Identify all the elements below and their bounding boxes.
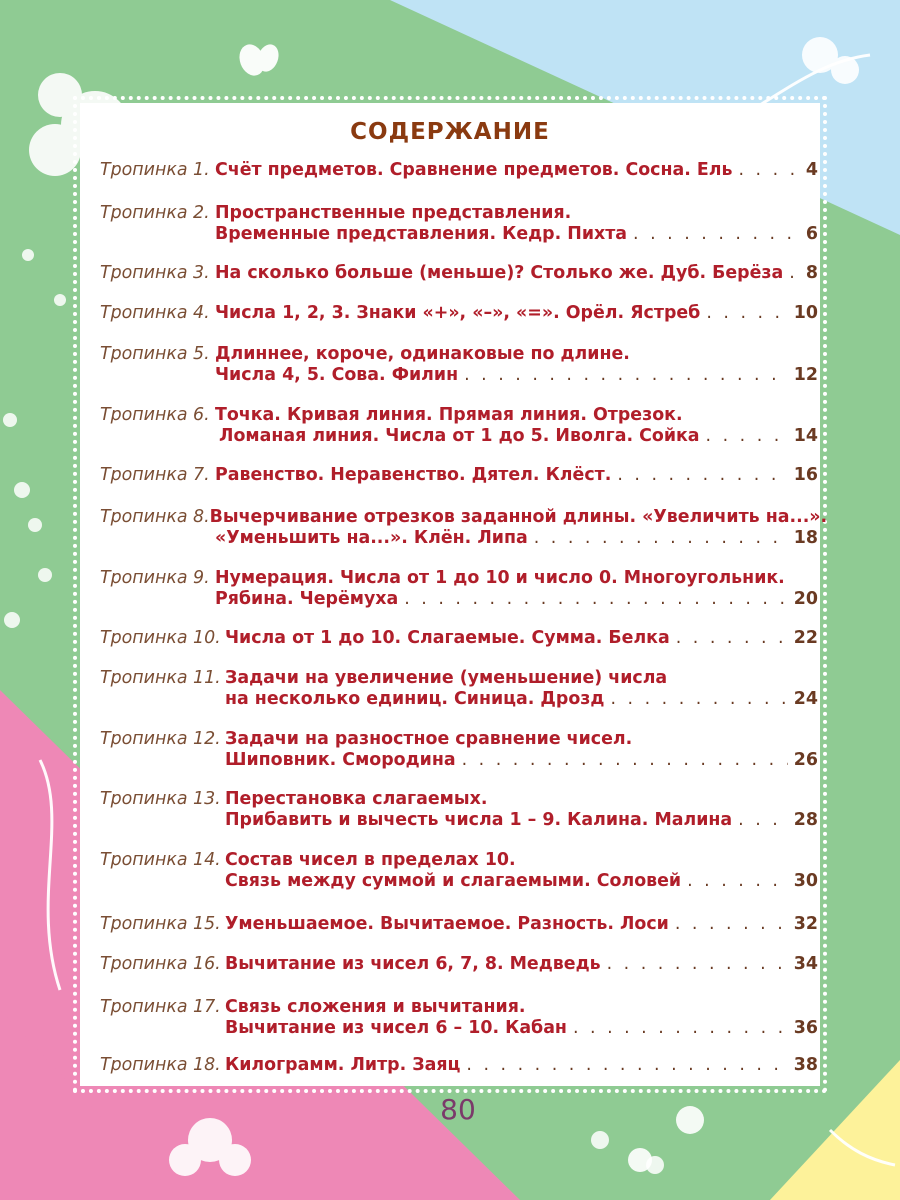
toc-entry-title: Килограмм. Литр. Заяц [225, 1055, 461, 1075]
toc-entry-title: на несколько единиц. Синица. Дрозд [225, 689, 605, 709]
toc-entry-line [100, 568, 818, 589]
toc-page-number: 34 [793, 954, 818, 974]
toc-entry-line [100, 465, 818, 486]
toc-leader-dots [607, 954, 788, 975]
toc-entry [100, 405, 818, 447]
toc-leader-dots [675, 914, 788, 935]
toc-entry-line [100, 689, 818, 710]
toc-entry-label: Тропинка 15. [100, 914, 221, 934]
toc-page-number: 8 [805, 263, 818, 283]
toc-entry [100, 160, 818, 181]
toc-entry [100, 789, 818, 831]
toc-entry [100, 568, 818, 610]
toc-entry-title: Прибавить и вычесть числа 1 – 9. Калина. Малина [225, 810, 733, 830]
toc-page-number: 26 [793, 750, 818, 770]
toc-leader-dots [464, 365, 788, 386]
toc-entry-line [100, 426, 818, 447]
toc-entry-line [100, 997, 818, 1018]
toc-leader-dots [706, 426, 788, 447]
toc-entry [100, 729, 818, 771]
page-number: 80 [440, 1093, 476, 1126]
toc-entry [100, 914, 818, 935]
toc-entry-title: Шиповник. Смородина [225, 750, 456, 770]
toc-entry-line [100, 507, 828, 528]
toc-entry-line [100, 789, 818, 810]
toc-page-number: 24 [793, 689, 818, 709]
toc-entry-title: Уменьшаемое. Вычитаемое. Разность. Лоси [225, 914, 669, 934]
toc-entry [100, 507, 828, 549]
toc-entry-title: Вычерчивание отрезков заданной длины. «Увеличить на...». [209, 507, 828, 527]
toc-entry-title: Задачи на увеличение (уменьшение) числа [225, 668, 668, 688]
toc-page-number: 4 [805, 160, 818, 180]
toc-entry-title: Равенство. Неравенство. Дятел. Клёст. [215, 465, 612, 485]
toc-entry-line [100, 405, 818, 426]
toc-entry-title: Состав чисел в пределах 10. [225, 850, 516, 870]
toc-page-number: 6 [805, 224, 818, 244]
toc-page-number: 32 [793, 914, 818, 934]
toc-page-number: 22 [793, 628, 818, 648]
toc-entry-line [100, 954, 818, 975]
toc-entry-title: Временные представления. Кедр. Пихта [215, 224, 628, 244]
toc-leader-dots [738, 810, 788, 831]
toc-page-number: 28 [793, 810, 818, 830]
toc-entry [100, 203, 818, 245]
toc-entry-label: Тропинка 10. [100, 628, 221, 648]
toc-entry-label: Тропинка 11. [100, 668, 221, 688]
toc-leader-dots [676, 628, 788, 649]
toc-entry-line [100, 914, 818, 935]
toc-entry-label: Тропинка 13. [100, 789, 221, 809]
toc-entry [100, 628, 818, 649]
toc-entry-label: Тропинка 2. [100, 203, 210, 223]
toc-page-number: 16 [793, 465, 818, 485]
toc-entry-label: Тропинка 8. [100, 507, 210, 527]
page-title: СОДЕРЖАНИЕ [350, 119, 550, 145]
toc-entry-label: Тропинка 12. [100, 729, 221, 749]
toc-entry [100, 303, 818, 324]
toc-entry-title: Длиннее, короче, одинаковые по длине. [215, 344, 630, 364]
toc-entry-label: Тропинка 18. [100, 1055, 221, 1075]
toc-entry-line [100, 224, 818, 245]
toc-entry-line [100, 871, 818, 892]
toc-entry-line [100, 750, 818, 771]
toc-entry-label: Тропинка 6. [100, 405, 210, 425]
toc-entry [100, 997, 818, 1039]
toc-entry-line [100, 160, 818, 181]
toc-leader-dots [633, 224, 800, 245]
toc-page-number: 12 [793, 365, 818, 385]
toc-leader-dots [687, 871, 788, 892]
toc-entry-title: Задачи на разностное сравнение чисел. [225, 729, 633, 749]
toc-entry-label: Тропинка 9. [100, 568, 210, 588]
toc-entry-line [100, 810, 818, 831]
toc-page-number: 38 [793, 1055, 818, 1075]
toc-page-number: 14 [793, 426, 818, 446]
toc-leader-dots [573, 1018, 788, 1039]
toc-leader-dots [706, 303, 787, 324]
toc-entry-line [100, 850, 818, 871]
toc-entry-line [100, 1018, 818, 1039]
toc-entry-title: Точка. Кривая линия. Прямая линия. Отрезок. [215, 405, 683, 425]
toc-page-number: 20 [793, 589, 818, 609]
toc-entry-label: Тропинка 1. [100, 160, 210, 180]
toc-entry-label: Тропинка 3. [100, 263, 210, 283]
toc-leader-dots [466, 1055, 787, 1076]
toc-entry-title: Счёт предметов. Сравнение предметов. Сосна. Ель [215, 160, 733, 180]
toc-entry-title: «Уменьшить на...». Клён. Липа [215, 528, 528, 548]
toc-leader-dots [789, 263, 800, 284]
toc-entry-title: Пространственные представления. [215, 203, 572, 223]
toc-entry [100, 954, 818, 975]
toc-entry-label: Тропинка 4. [100, 303, 210, 323]
toc-entry [100, 850, 818, 892]
toc-entry-title: На сколько больше (меньше)? Столько же. Дуб. Берёза [215, 263, 784, 283]
toc-entry-title: Перестановка слагаемых. [225, 789, 488, 809]
toc-entry-title: Вычитание из чисел 6, 7, 8. Медведь [225, 954, 601, 974]
toc-entry-title: Числа от 1 до 10. Слагаемые. Сумма. Белка [225, 628, 670, 648]
toc-entry-title: Числа 1, 2, 3. Знаки «+», «–», «=». Орёл. Ястреб [215, 303, 701, 323]
toc-entry-title: Вычитание из чисел 6 – 10. Кабан [225, 1018, 567, 1038]
toc-entry [100, 465, 818, 486]
toc-entry-title: Связь сложения и вычитания. [225, 997, 526, 1017]
toc-entry-line [100, 528, 818, 549]
toc-entry-title: Числа 4, 5. Сова. Филин [215, 365, 459, 385]
toc-entry [100, 263, 818, 284]
toc-entry-title: Рябина. Черёмуха [215, 589, 399, 609]
toc-page-number: 36 [793, 1018, 818, 1038]
toc-entry-line [100, 303, 818, 324]
toc-leader-dots [462, 750, 788, 771]
toc-entry-line [100, 365, 818, 386]
toc-entry-title: Связь между суммой и слагаемыми. Соловей [225, 871, 682, 891]
toc-entry-line [100, 668, 818, 689]
toc-entry-label: Тропинка 14. [100, 850, 221, 870]
toc-entry-title: Нумерация. Числа от 1 до 10 и число 0. Многоугольник. [215, 568, 785, 588]
toc-page-number: 18 [793, 528, 818, 548]
toc-entry-label: Тропинка 7. [100, 465, 210, 485]
toc-entry-line [100, 1055, 818, 1076]
toc-entry-label: Тропинка 5. [100, 344, 210, 364]
toc-entry-title: Ломаная линия. Числа от 1 до 5. Иволга. Сойка [219, 426, 700, 446]
toc-entry-line [100, 628, 818, 649]
toc-leader-dots [617, 465, 787, 486]
toc-entry-line [100, 263, 818, 284]
toc-entry-line [100, 729, 818, 750]
toc-entry [100, 1055, 818, 1076]
toc-leader-dots [404, 589, 788, 610]
toc-entry-line [100, 203, 818, 224]
toc-page-number: 30 [793, 871, 818, 891]
toc-entry [100, 668, 818, 710]
toc-entry-line [100, 589, 818, 610]
toc-entry-label: Тропинка 17. [100, 997, 221, 1017]
table-of-contents-panel [80, 103, 828, 1086]
toc-entry-label: Тропинка 16. [100, 954, 221, 974]
toc-entry [100, 344, 818, 386]
toc-page-number: 10 [793, 303, 818, 323]
toc-leader-dots [610, 689, 787, 710]
toc-leader-dots [534, 528, 788, 549]
toc-entry-line [100, 344, 818, 365]
toc-leader-dots [739, 160, 800, 181]
